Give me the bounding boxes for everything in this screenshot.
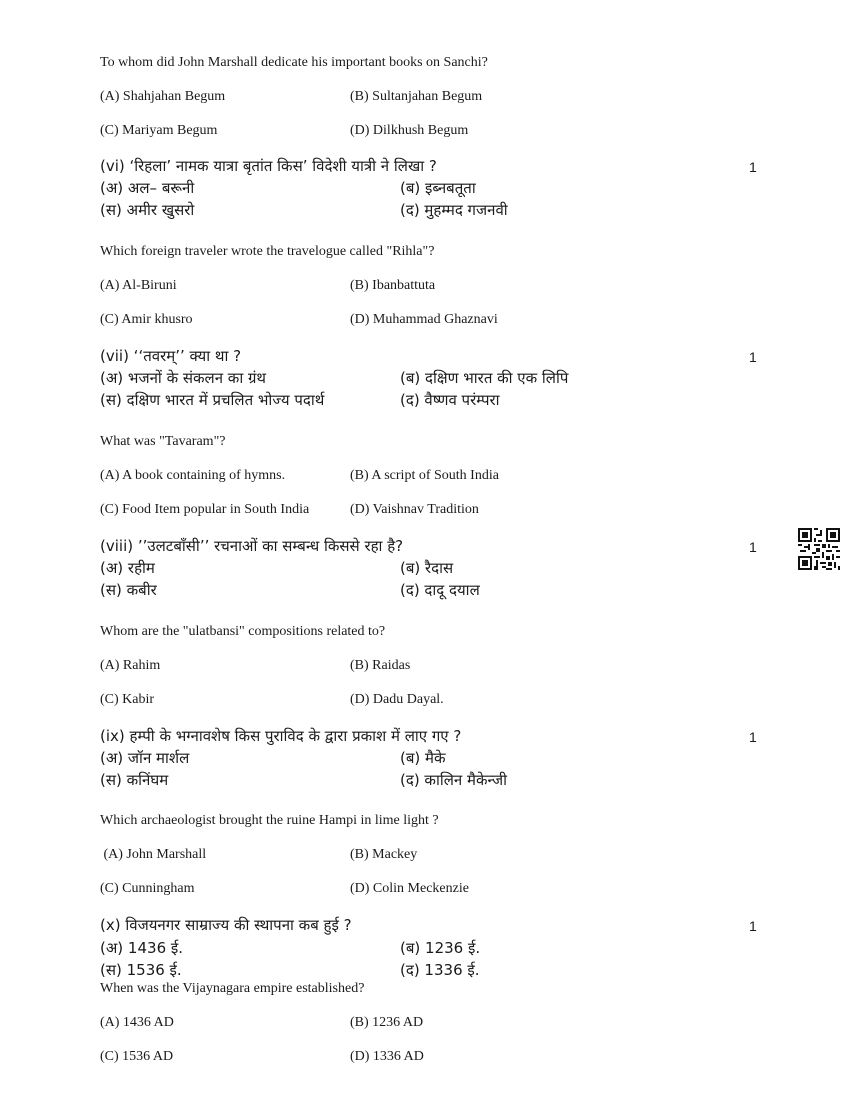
option-a: (A) Al-Biruni <box>100 278 177 293</box>
option-b: (B) 1236 AD <box>350 1015 424 1030</box>
marks-label: 1 <box>749 918 757 934</box>
option-a: (A) Shahjahan Begum <box>100 89 226 104</box>
option-a: (A) 1436 AD <box>100 1015 174 1030</box>
question-text: Whom are the "ulatbansi" compositions related to? <box>100 624 386 639</box>
option-a: (A) Rahim <box>100 658 161 673</box>
hindi-option-b: (ब) दक्षिण भारत की एक लिपि <box>400 369 569 387</box>
hindi-option-c: (स) कबीर <box>100 581 157 599</box>
hindi-option-a: (अ) रहीम <box>100 559 155 577</box>
option-d: (D) Muhammad Ghaznavi <box>350 312 498 327</box>
hindi-option-d: (द) वैष्णव परंम्परा <box>400 391 500 409</box>
hindi-option-b: (ब) रैदास <box>400 559 454 577</box>
hindi-question-text: (ix) हम्पी के भग्नावशेष किस पुराविद के द्वारा प्रकाश में लाए गए ? <box>100 727 462 745</box>
hindi-option-d: (द) दादू दयाल <box>400 581 480 599</box>
hindi-option-d: (द) कालिन मैकेन्जी <box>400 771 507 789</box>
hindi-question-text: (vi) ‘रिहला’ नामक यात्रा बृतांत किस’ विदेशी यात्री ने लिखा ? <box>100 157 437 175</box>
hindi-option-c: (स) दक्षिण भारत में प्रचलित भोज्य पदार्थ <box>100 391 325 409</box>
option-b: (B) Raidas <box>350 658 411 673</box>
marks-label: 1 <box>749 539 757 555</box>
option-b: (B) Sultanjahan Begum <box>350 89 483 104</box>
hindi-option-d: (द) मुहम्मद गजनवी <box>400 201 508 219</box>
option-d: (D) Dilkhush Begum <box>350 123 469 138</box>
hindi-option-c: (स) अमीर खुसरो <box>100 201 195 219</box>
hindi-option-b: (ब) 1236 ई. <box>400 939 481 957</box>
hindi-question-text: (x) विजयनगर साम्राज्य की स्थापना कब हुई ? <box>100 916 352 934</box>
question-text: What was "Tavaram"? <box>100 434 226 449</box>
question-text: To whom did John Marshall dedicate his important books on Sanchi? <box>100 55 488 70</box>
hindi-option-c: (स) कनिंघम <box>100 771 169 789</box>
option-c: (C) Mariyam Begum <box>100 123 218 138</box>
option-c: (C) Kabir <box>100 692 155 707</box>
hindi-option-b: (ब) इब्नबतूता <box>400 179 476 197</box>
option-d: (D) Colin Meckenzie <box>350 881 469 896</box>
question-text: When was the Vijaynagara empire established? <box>100 981 365 996</box>
hindi-option-d: (द) 1336 ई. <box>400 961 480 979</box>
option-b: (B) Ibanbattuta <box>350 278 436 293</box>
option-b: (B) A script of South India <box>350 468 499 483</box>
hindi-option-a: (अ) भजनों के संकलन का ग्रंथ <box>100 369 267 387</box>
hindi-option-a: (अ) जॉन मार्शल <box>100 749 190 767</box>
qr-code-icon <box>798 528 840 570</box>
option-d: (D) Vaishnav Tradition <box>350 502 479 517</box>
marks-label: 1 <box>749 159 757 175</box>
hindi-question-text: (vii) ‘‘तवरम्’’ क्या था ? <box>100 347 242 365</box>
option-d: (D) 1336 AD <box>350 1049 424 1064</box>
option-d: (D) Dadu Dayal. <box>350 692 444 707</box>
option-c: (C) 1536 AD <box>100 1049 174 1064</box>
option-c: (C) Food Item popular in South India <box>100 502 310 517</box>
hindi-option-c: (स) 1536 ई. <box>100 961 182 979</box>
question-text: Which foreign traveler wrote the travelogue called "Rihla"? <box>100 244 435 259</box>
hindi-option-a: (अ) 1436 ई. <box>100 939 184 957</box>
marks-label: 1 <box>749 349 757 365</box>
option-b: (B) Mackey <box>350 847 418 862</box>
option-a: (A) John Marshall <box>100 847 207 862</box>
hindi-option-b: (ब) मैके <box>400 749 446 767</box>
option-a: (A) A book containing of hymns. <box>100 468 286 483</box>
hindi-option-a: (अ) अल– बरूनी <box>100 179 195 197</box>
question-text: Which archaeologist brought the ruine Hampi in lime light ? <box>100 813 439 828</box>
option-c: (C) Cunningham <box>100 881 195 896</box>
marks-label: 1 <box>749 729 757 745</box>
option-c: (C) Amir khusro <box>100 312 193 327</box>
hindi-question-text: (viii) ’’उलटबाँसी’’ रचनाओं का सम्बन्ध किससे रहा है? <box>100 537 404 555</box>
